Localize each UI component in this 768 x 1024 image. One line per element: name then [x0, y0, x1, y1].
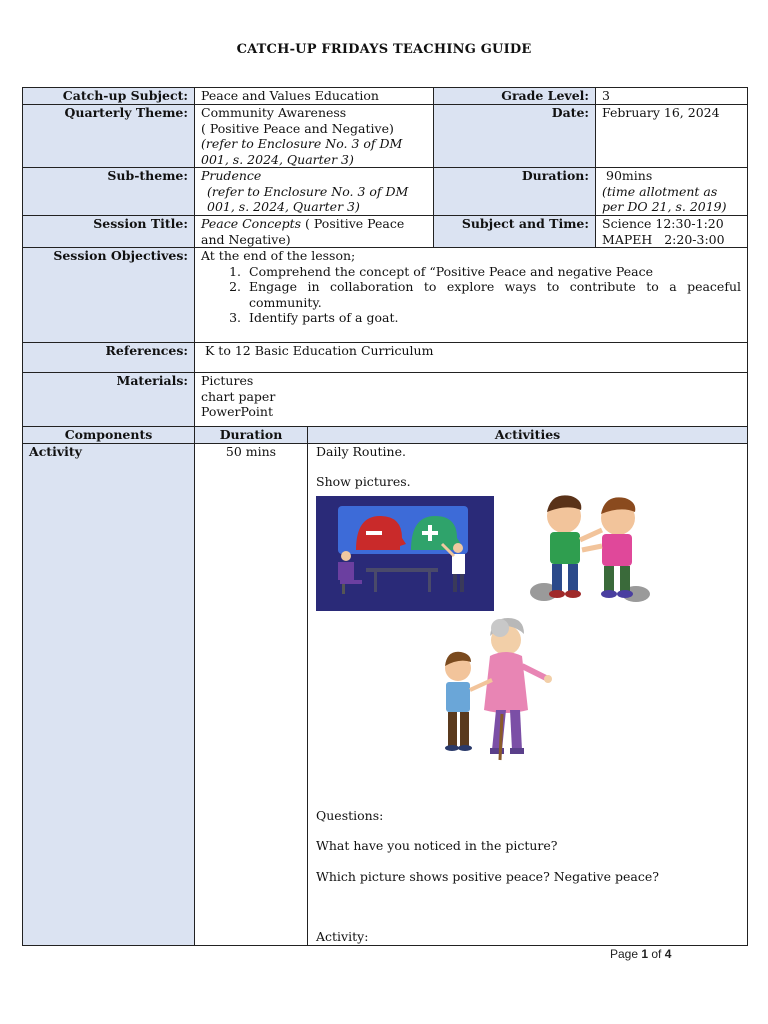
duration-value: 90mins	[606, 168, 653, 183]
questions-label: Questions:	[316, 807, 384, 823]
document-title: CATCH-UP FRIDAYS TEACHING GUIDE	[236, 42, 532, 57]
objective-item: 2. Engage in collaboration to explore ways to contribute to a peaceful community.	[245, 279, 741, 310]
header-activities: Activities	[308, 427, 748, 444]
footer-of: of	[648, 947, 665, 961]
material-item: chart paper	[201, 388, 276, 404]
footer-total: 4	[664, 947, 672, 961]
page-footer	[610, 947, 671, 961]
show-pictures-text: Show pictures.	[316, 474, 411, 489]
time-line2: MAPEH 2:20-3:00	[602, 231, 725, 247]
header-components: Components	[23, 427, 195, 444]
duration-cell	[596, 168, 748, 216]
subject-time-cell	[596, 216, 748, 248]
objectives-cell	[195, 248, 748, 343]
objectives-list	[201, 264, 741, 326]
material-item: PowerPoint	[201, 404, 274, 419]
subtheme-label: Sub-theme:	[23, 168, 195, 216]
subject-value: Peace and Values Education	[195, 88, 434, 105]
theme-reference: (refer to Enclosure No. 3 of DM 001, s. 2024, Quarter 3)	[201, 136, 403, 167]
subject-time-label: Subject and Time:	[434, 216, 596, 248]
objective-item: 1. Comprehend the concept of “Positive Peace and negative Peace	[245, 264, 741, 280]
session-title-cell	[195, 216, 434, 248]
subtheme-cell	[195, 168, 434, 216]
activity-label: Activity:	[316, 929, 369, 944]
references-label: References:	[23, 343, 195, 373]
materials-label: Materials:	[23, 373, 195, 427]
question-2: Which picture shows positive peace? Negative peace?	[316, 868, 659, 884]
date-value: February 16, 2024	[596, 105, 748, 168]
component-duration: 50 mins	[195, 443, 308, 945]
theme-cell	[195, 105, 434, 168]
daily-routine-text: Daily Routine.	[316, 443, 406, 459]
duration-note: (time allotment as per DO 21, s. 2019)	[602, 183, 727, 214]
activities-cell	[308, 443, 748, 945]
material-item: Pictures	[201, 373, 254, 388]
subtheme-value: Prudence	[201, 168, 262, 183]
theme-label: Quarterly Theme:	[23, 105, 195, 168]
duration-label: Duration:	[434, 168, 596, 216]
objective-item: 3. Identify parts of a goat.	[245, 310, 741, 326]
grade-value: 3	[596, 88, 748, 105]
theme-line1: Community Awareness	[201, 105, 347, 120]
references-value: K to 12 Basic Education Curriculum	[195, 343, 748, 373]
date-label: Date:	[434, 105, 596, 168]
objectives-intro: At the end of the lesson;	[201, 248, 356, 263]
subject-label: Catch-up Subject:	[23, 88, 195, 105]
materials-cell	[195, 373, 748, 427]
objectives-label: Session Objectives:	[23, 248, 195, 343]
footer-prefix: Page	[610, 947, 642, 961]
component-activity: Activity	[23, 443, 195, 945]
footer-page: 1	[641, 947, 649, 961]
grade-label: Grade Level:	[434, 88, 596, 105]
children-fighting-illustration	[524, 490, 654, 610]
theme-line2: ( Positive Peace and Negative)	[201, 120, 394, 136]
session-title-rest: ( Positive Peace and Negative)	[201, 216, 405, 247]
header-duration: Duration	[195, 427, 308, 444]
session-title-label: Session Title:	[23, 216, 195, 248]
positive-negative-heads-illustration	[316, 496, 494, 611]
pictures-area	[316, 490, 741, 808]
teaching-guide-table	[22, 87, 748, 946]
subtheme-reference: (refer to Enclosure No. 3 of DM 001, s. 2024, Quarter 3)	[207, 183, 409, 214]
time-line1: Science 12:30-1:20	[602, 216, 724, 231]
boy-helping-grandmother-illustration	[434, 614, 560, 769]
session-title-main: Peace Concepts	[201, 216, 302, 231]
question-1: What have you noticed in the picture?	[316, 838, 558, 853]
